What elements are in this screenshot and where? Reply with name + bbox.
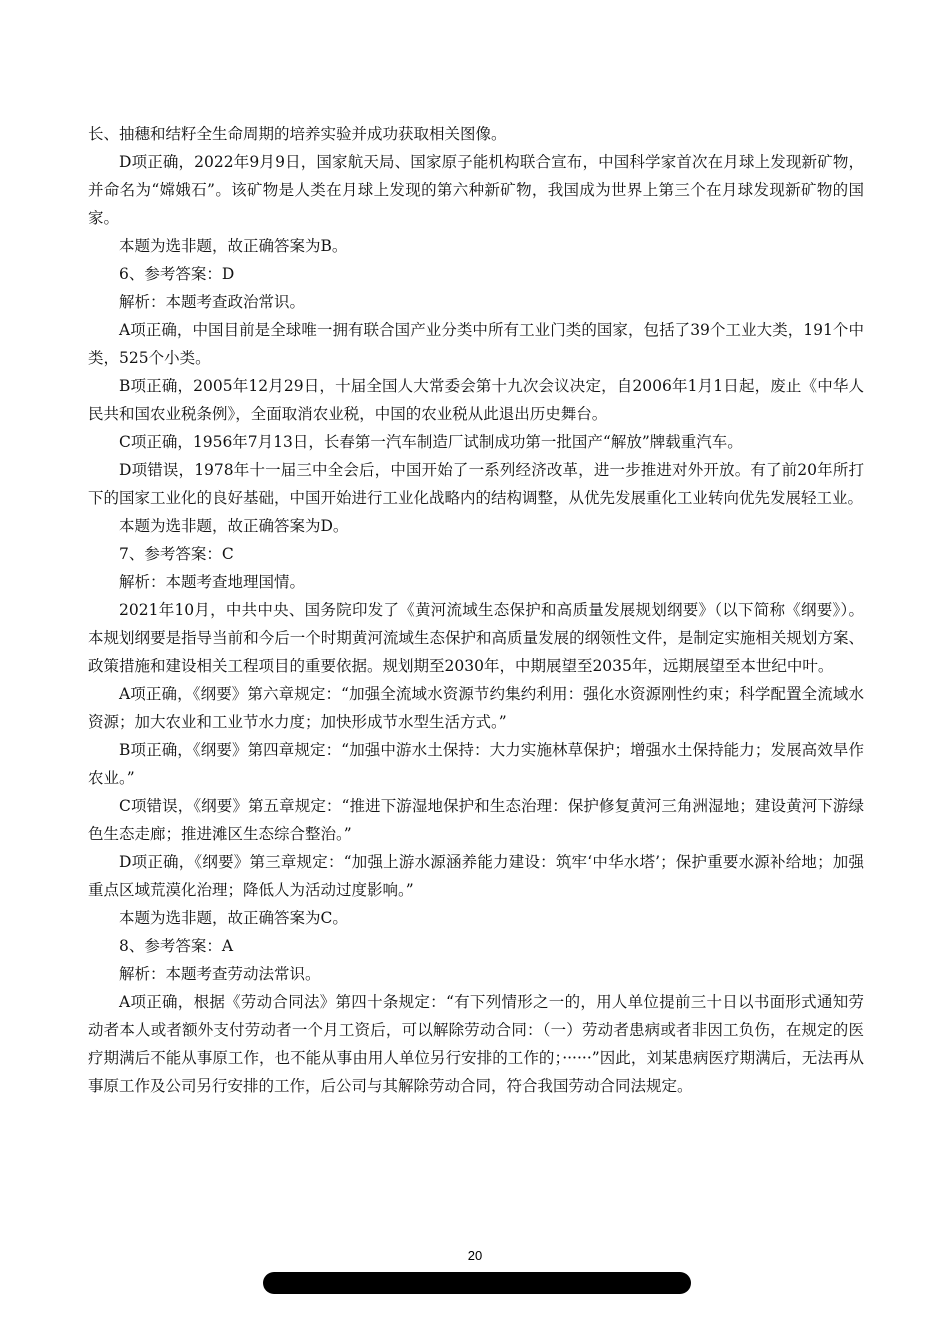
question-answer-heading: 7、参考答案：C	[119, 545, 234, 563]
document-body	[88, 120, 864, 1100]
analysis-intro: 解析：本题考查劳动法常识。	[119, 965, 321, 983]
analysis-intro: 解析：本题考查地理国情。	[119, 573, 306, 591]
paragraph: B项正确，《纲要》第四章规定：“加强中游水土保持：大力实施林草保护；增强水土保持能力；发展高效旱作农业。”	[88, 741, 864, 787]
paragraph: C项正确，1956年7月13日，长春第一汽车制造厂试制成功第一批国产“解放”牌载重汽车。	[119, 433, 743, 451]
paragraph: 2021年10月，中共中央、国务院印发了《黄河流域生态保护和高质量发展规划纲要》（以下简称《纲要》）。本规划纲要是指导当前和今后一个时期黄河流域生态保护和高质量发展的纲领性文件，是制定实施相关规划方案、政策措施和建设相关工程项目的重要依据。规划期至2030年，中期展望至2035年，远期展望至本世纪中叶。	[88, 601, 864, 675]
question-answer-heading: 8、参考答案：A	[119, 937, 234, 955]
answer-conclusion: 本题为选非题，故正确答案为D。	[119, 517, 349, 535]
answer-conclusion: 本题为选非题，故正确答案为B。	[119, 237, 348, 255]
question-answer-heading: 6、参考答案：D	[119, 265, 235, 283]
analysis-intro: 解析：本题考查政治常识。	[119, 293, 306, 311]
paragraph: D项错误，1978年十一届三中全会后，中国开始了一系列经济改革，进一步推进对外开放。有了前20年所打下的国家工业化的良好基础，中国开始进行工业化战略内的结构调整，从优先发展重化工业转向优先发展轻工业。	[88, 461, 864, 507]
paragraph: A项正确，中国目前是全球唯一拥有联合国产业分类中所有工业门类的国家，包括了39个工业大类，191个中类，525个小类。	[88, 321, 864, 367]
paragraph: 长、抽穗和结籽全生命周期的培养实验并成功获取相关图像。	[88, 125, 507, 143]
footer-bar	[263, 1272, 691, 1294]
paragraph: D项正确，2022年9月9日，国家航天局、国家原子能机构联合宣布，中国科学家首次在月球上发现新矿物，并命名为“嫦娥石”。该矿物是人类在月球上发现的第六种新矿物，我国成为世界上第三个在月球发现新矿物的国家。	[88, 153, 864, 227]
paragraph: A项正确，根据《劳动合同法》第四十条规定：“有下列情形之一的，用人单位提前三十日以书面形式通知劳动者本人或者额外支付劳动者一个月工资后，可以解除劳动合同：（一）劳动者患病或者非因工负伤，在规定的医疗期满后不能从事原工作，也不能从事由用人单位另行安排的工作的；······”因此，刘某患病医疗期满后，无法再从事原工作及公司另行安排的工作，后公司与其解除劳动合同，符合我国劳动合同法规定。	[88, 993, 864, 1095]
paragraph: B项正确，2005年12月29日，十届全国人大常委会第十九次会议决定，自2006年1月1日起，废止《中华人民共和国农业税条例》，全面取消农业税，中国的农业税从此退出历史舞台。	[88, 377, 864, 423]
answer-conclusion: 本题为选非题，故正确答案为C。	[119, 909, 348, 927]
paragraph: D项正确，《纲要》第三章规定：“加强上游水源涵养能力建设：筑牢‘中华水塔’；保护重要水源补给地；加强重点区域荒漠化治理；降低人为活动过度影响。”	[88, 853, 864, 899]
paragraph: A项正确，《纲要》第六章规定：“加强全流域水资源节约集约利用：强化水资源刚性约束；科学配置全流域水资源；加大农业和工业节水力度；加快形成节水型生活方式。”	[88, 685, 864, 731]
paragraph: C项错误，《纲要》第五章规定：“推进下游湿地保护和生态治理：保护修复黄河三角洲湿地；建设黄河下游绿色生态走廊；推进滩区生态综合整治。”	[88, 797, 864, 843]
page-number: 20	[467, 1248, 483, 1263]
